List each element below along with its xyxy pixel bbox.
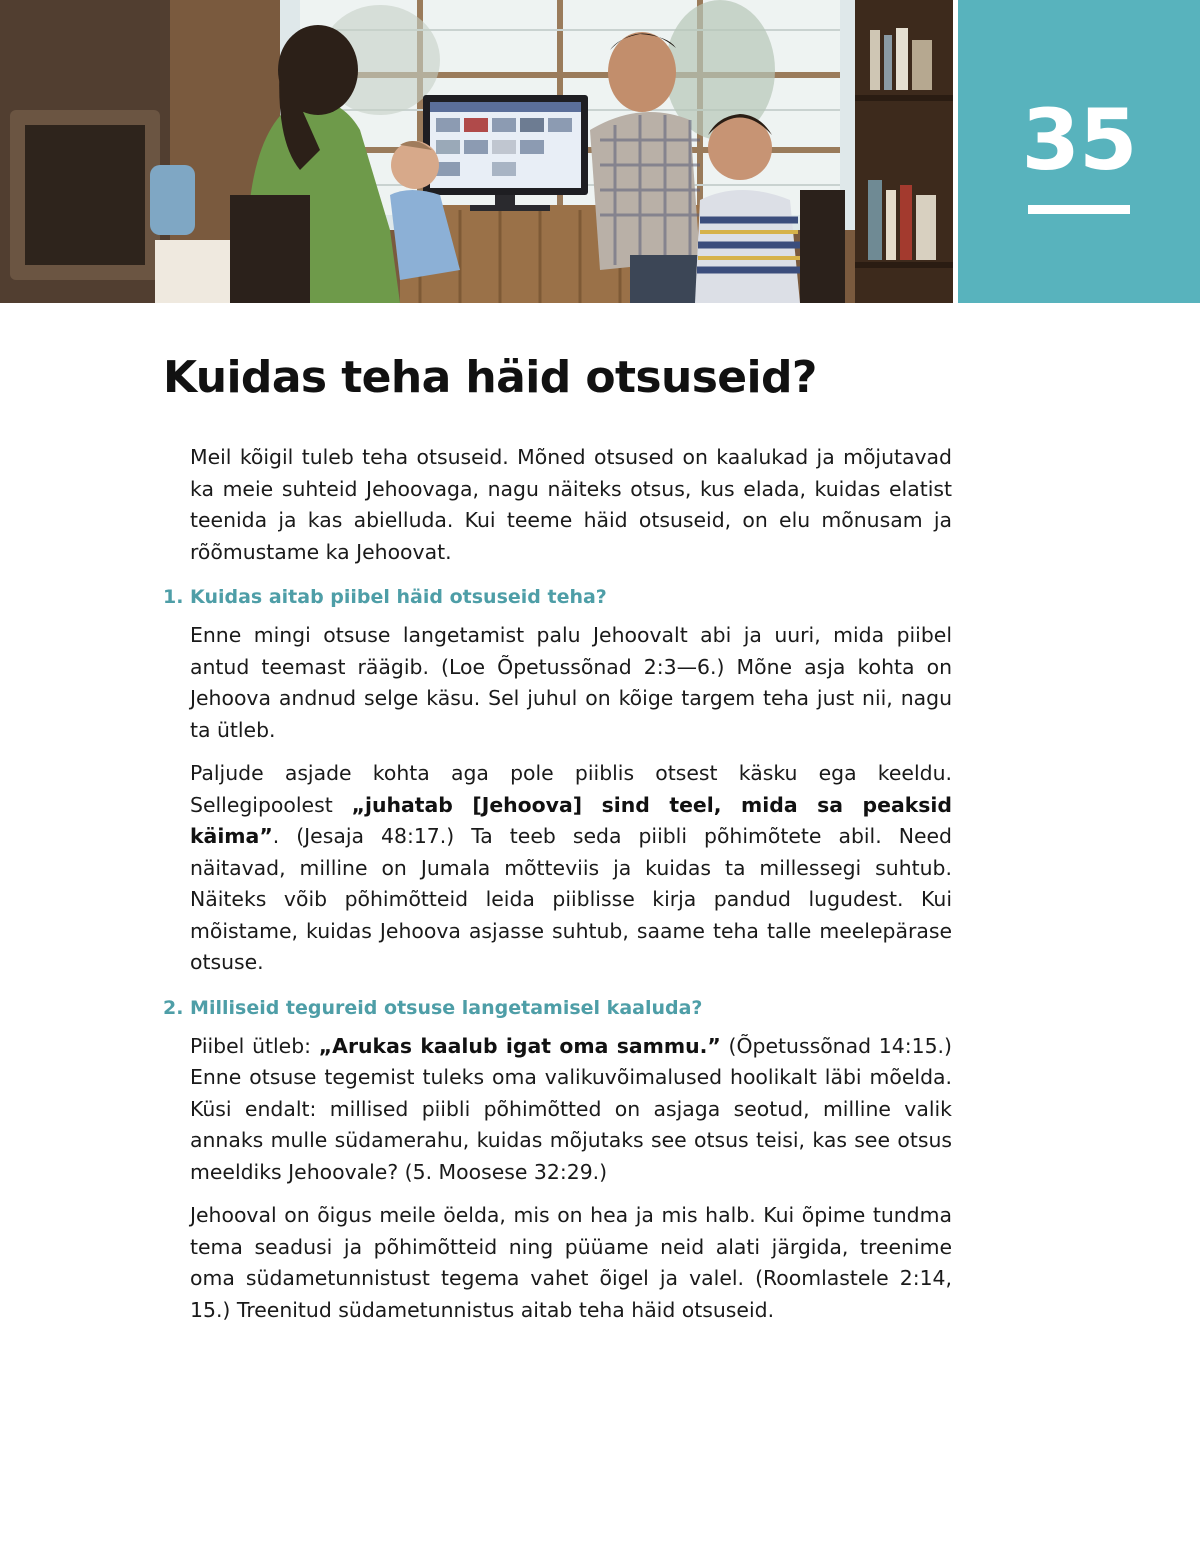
family-at-computer-illustration bbox=[0, 0, 953, 303]
paragraph-text: (Õpetussõnad 14:15.) Enne otsuse tegemist tuleks oma valikuvõimalused hoolikalt läbi mõelda. Küsi endalt: millised piibli põhimõtted on asjaga seotud, milline valik annaks mulle südamerahu, kuidas mõjutaks see otsus teisi, kas see otsus meeldiks Jehoovale? (5. Moosese 32:29.) bbox=[190, 1033, 952, 1184]
intro-paragraph: Meil kõigil tuleb teha otsuseid. Mõned otsused on kaalukad ja mõjutavad ka meie suhteid Jehoovaga, nagu näiteks otsus, kus elada, kuidas elatist teenida ja kas abielluda. Kui teeme häid otsuseid, on elu mõnusam ja rõõmustame ka Jehoovat. bbox=[190, 445, 952, 564]
paragraph-text: Enne mingi otsuse langetamist palu Jehoovalt abi ja uuri, mida piibel antud teemast räägib. (Loe Õpetussõnad 2:3—6.) Mõne asja kohta on Jehoova andnud selge käsu. Sel juhul on kõige targem teha just nii, nagu ta ütleb. bbox=[190, 623, 952, 742]
bible-quote: „Arukas kaalub igat oma sammu.” bbox=[318, 1033, 721, 1058]
section-paragraph bbox=[190, 1200, 952, 1326]
paragraph-text: Paljude asjade kohta aga pole piiblis otsest käsku ega keeldu. Sellegipoolest bbox=[190, 761, 952, 817]
lesson-content bbox=[163, 442, 952, 1338]
section-paragraph bbox=[190, 758, 952, 979]
section-paragraph bbox=[190, 1031, 952, 1189]
section-1 bbox=[163, 582, 952, 979]
section-question: 1. Kuidas aitab piibel häid otsuseid teha? bbox=[163, 586, 607, 608]
lesson-number-underline bbox=[1028, 205, 1130, 214]
header-photo bbox=[0, 0, 953, 303]
lesson-number: 35 bbox=[1021, 91, 1137, 189]
paragraph-text: Jehooval on õigus meile öelda, mis on hea ja mis halb. Kui õpime tundma tema seadusi ja põhimõtteid ning püüame neid alati järgida, treenime oma südametunnistust tegema vahet õigel ja valel. (Roomlastele 2:14, 15.) Treenitud südametunnistus aitab teha häid otsuseid. bbox=[190, 1203, 952, 1322]
lesson-number-box bbox=[958, 0, 1200, 303]
paragraph-text: . (Jesaja 48:17.) Ta teeb seda piibli põhimõtete abil. Need näitavad, milline on Jumala mõtteviis ja kuidas ta millessegi suhtub. Näiteks võib põhimõtteid leida piiblisse kirja pandud lugudest. Kui mõistame, kuidas Jehoova asjasse suhtub, saame teha talle meelepärase otsuse. bbox=[190, 824, 952, 974]
paragraph-text: Piibel ütleb: bbox=[190, 1033, 319, 1058]
section-paragraph bbox=[190, 620, 952, 746]
section-2 bbox=[163, 993, 952, 1327]
page-title: Kuidas teha häid otsuseid? bbox=[163, 352, 817, 403]
bible-quote: „juhatab [Jehoova] sind teel, mida sa peaksid käima” bbox=[190, 792, 952, 848]
section-question: 2. Milliseid tegureid otsuse langetamisel kaaluda? bbox=[163, 996, 703, 1019]
